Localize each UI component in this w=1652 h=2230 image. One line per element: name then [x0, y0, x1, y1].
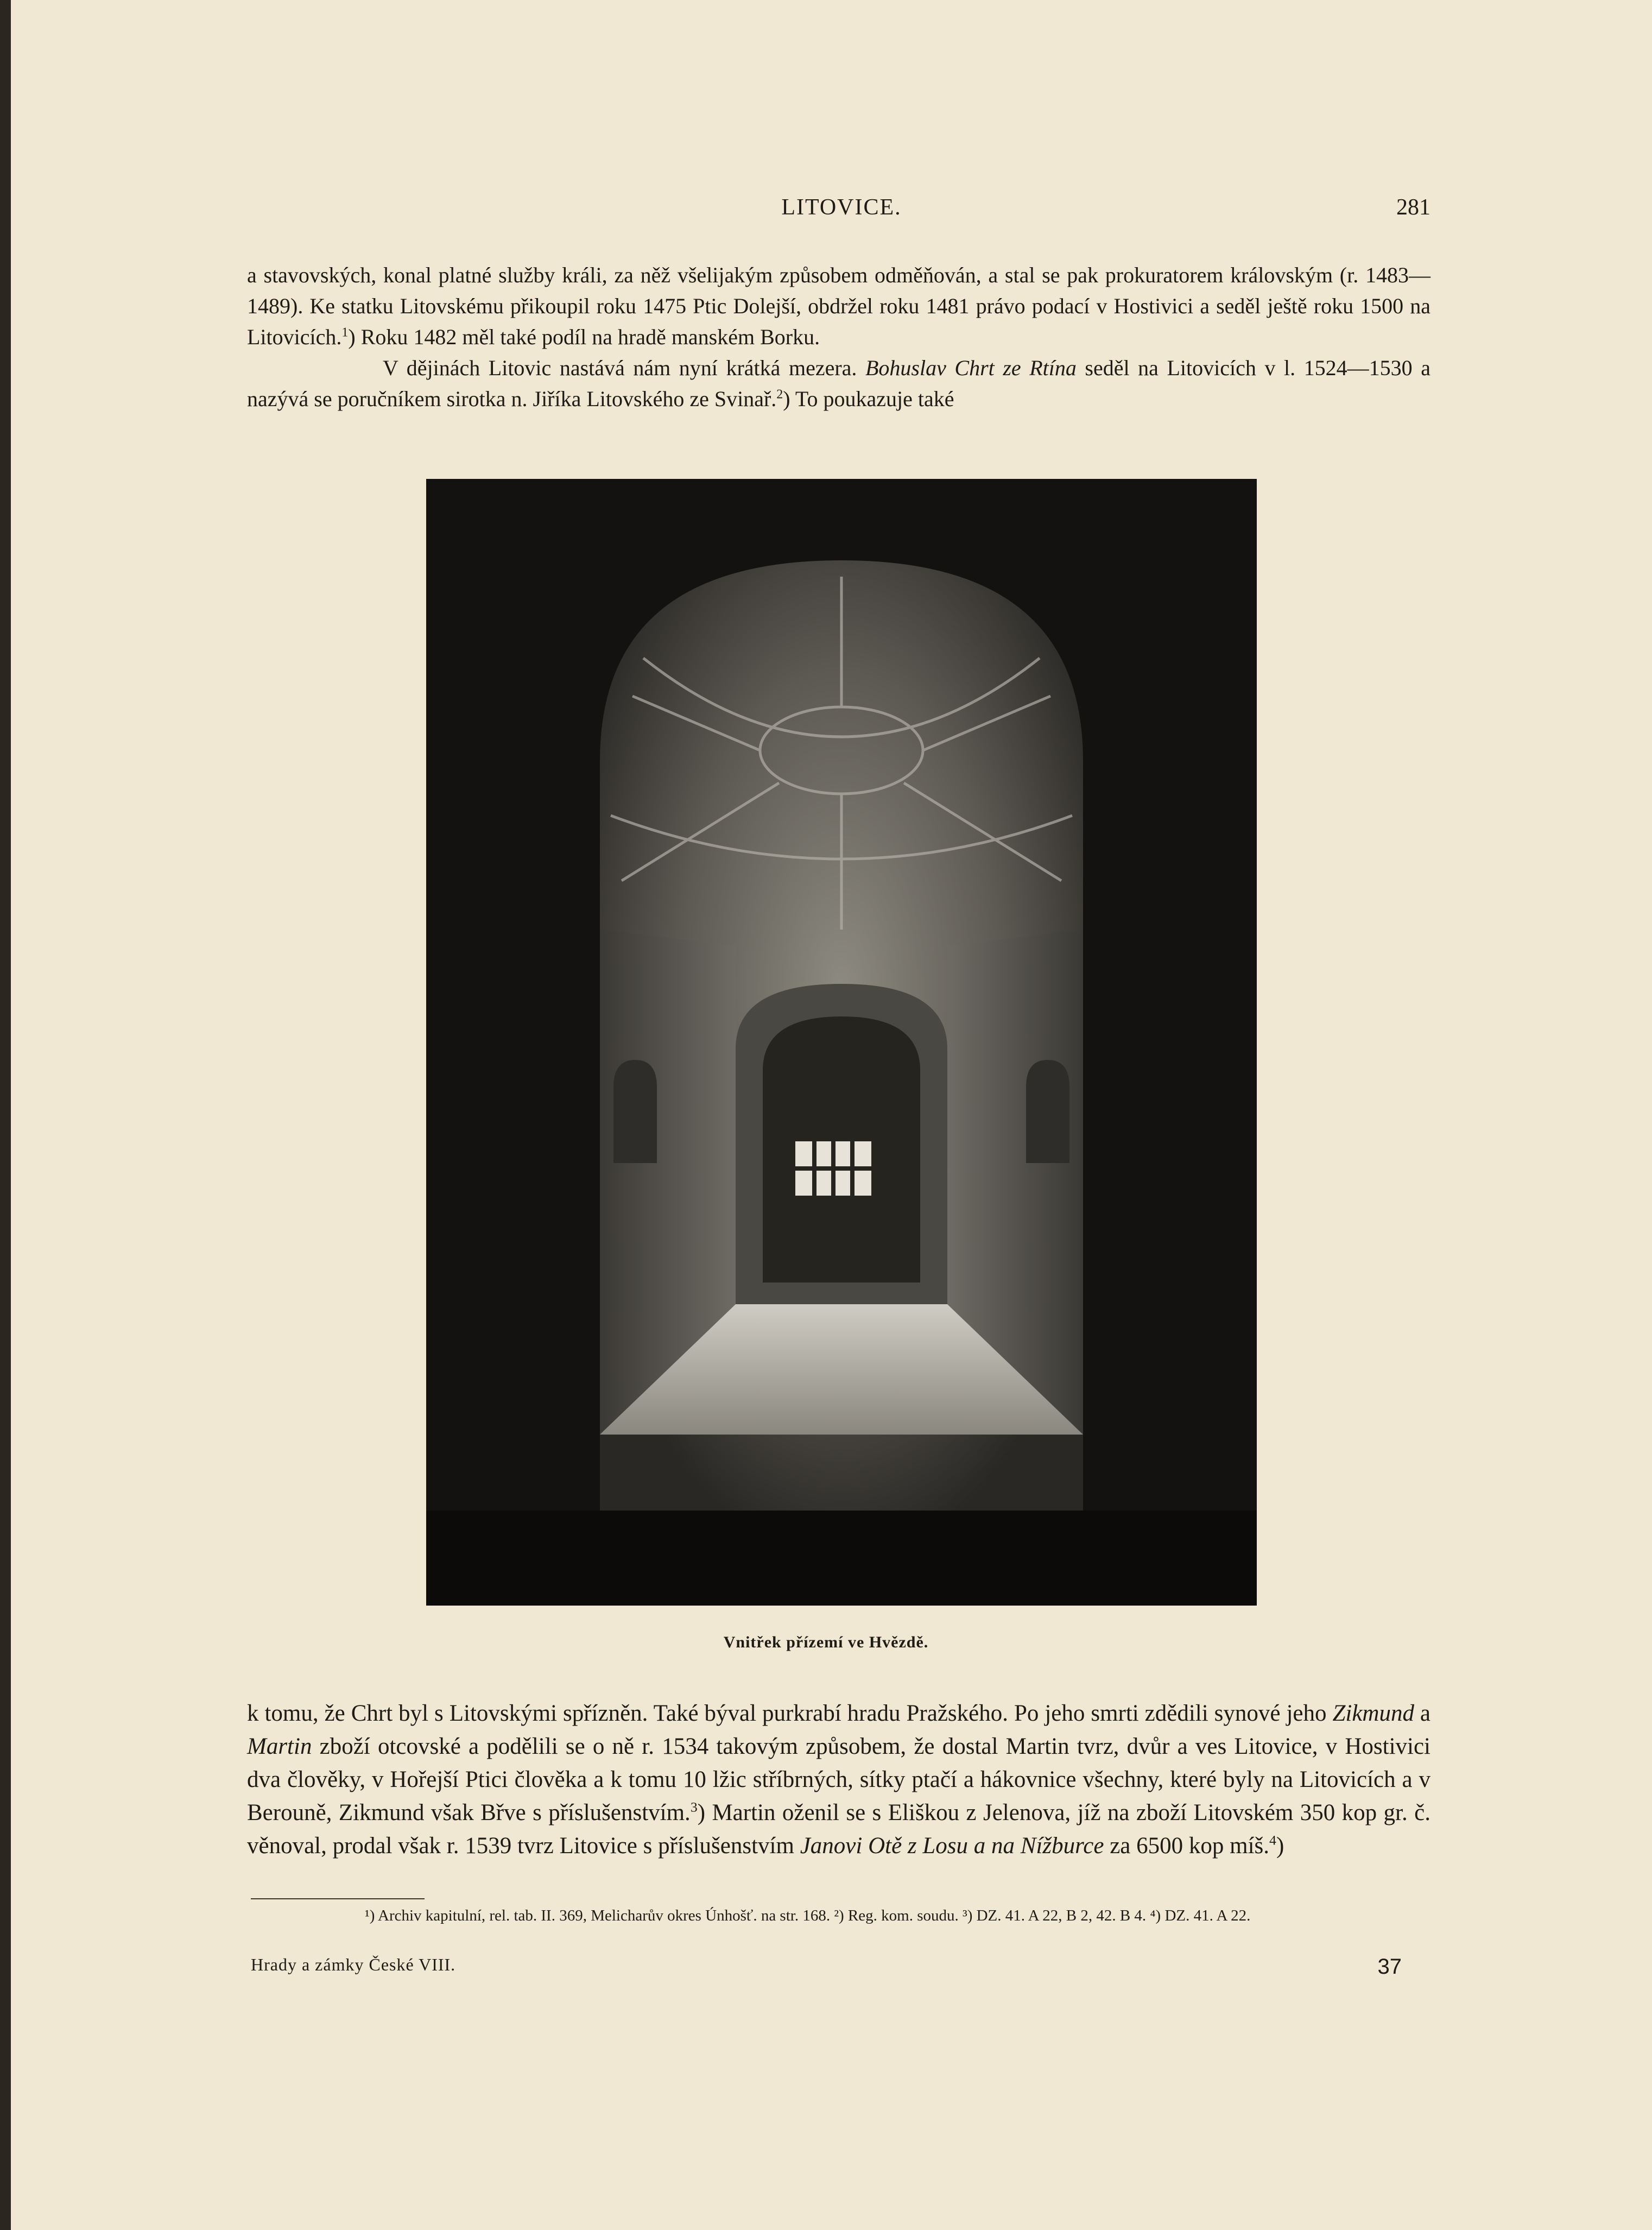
footnote-ref-3: 3 — [690, 1799, 698, 1815]
footnote-ref-4: 4 — [1269, 1832, 1276, 1848]
paragraph-3: k tomu, že Chrt byl s Litovskými spřízněn. Také býval purkrabí hradu Pražského. Po jeho smrti zdědili synové jeho Zikmund a Martin zboží otcovské a podělili se o ně r. 1534 takovým způsobem, že dostal Martin tvrz, dvůr a ves Litovice, v Hostivici dva člověky, v Hořejší Ptici člověka a k tomu 10 lžic stříbrných, sítky ptačí a hákovnice všechny, které byly na Litovicích a v Berouně, Zikmund však Břve s příslušenstvím.$^3$) Martin oženil se s Eliškou z Jelenova, jíž na zboží Litovském 350 kop gr. č. věnoval, prodal však r. 1539 tvrz Litovice s příslušenstvím Janovi Otě z Losu a na Nížburce za 6500 kop míš.$^4$) — [247, 1701, 1431, 1859]
body-text-top — [247, 260, 1431, 414]
paragraph-2: V dějinách Litovic nastává nám nyní krátká mezera. Bohuslav Chrt ze Rtína seděl na Litovicích v l. 1524—1530 a nazývá se poručníkem sirotka n. Jiříka Litovského ze Svinař.$^2$) To poukazuje také — [247, 356, 1431, 411]
printer-signature: 37 — [1377, 1955, 1402, 1979]
page-number: 281 — [1396, 195, 1431, 220]
footnotes: ¹) Archiv kapitulní, rel. tab. II. 369, Melicharův okres Únhošť. na str. 168. ²) Reg. kom. soudu. ³) DZ. 41. A 22, B 2, 42. B 4. ⁴) DZ. 41. A 22. — [365, 1907, 1251, 1924]
person-name: Bohuslav Chrt ze Rtína — [865, 356, 1077, 380]
footnote-ref-2: 2 — [776, 387, 783, 402]
footnote-divider — [251, 1898, 425, 1899]
body-text-bottom — [247, 1697, 1431, 1862]
person-name: Zikmund — [1332, 1701, 1414, 1726]
series-title: Hrady a zámky České VIII. — [251, 1955, 456, 1974]
footnote-ref-1: 1 — [341, 325, 349, 340]
running-title: LITOVICE. — [781, 195, 902, 220]
figure-caption: Vnitřek přízemí ve Hvězdě. — [723, 1633, 929, 1651]
page-binding-edge — [0, 0, 11, 2230]
person-name: Martin — [247, 1734, 312, 1759]
person-name: Janovi Otě z Losu a na Nížburce — [800, 1833, 1104, 1859]
paragraph-1: a stavovských, konal platné služby králi, za něž všelijakým způsobem odměňován, a stal se pak prokuratorem královským (r. 1483—1489). Ke statku Litovskému přikoupil roku 1475 Ptic Dolejší, obdržel roku 1481 právo podací v Hostivici a seděl ještě roku 1500 na Litovicích.$^1$) Roku 1482 měl také podíl na hradě manském Borku. — [247, 263, 1431, 349]
vaulted-interior-photograph — [426, 479, 1257, 1606]
page-header — [252, 194, 1431, 227]
page-footer — [251, 1955, 1402, 1982]
